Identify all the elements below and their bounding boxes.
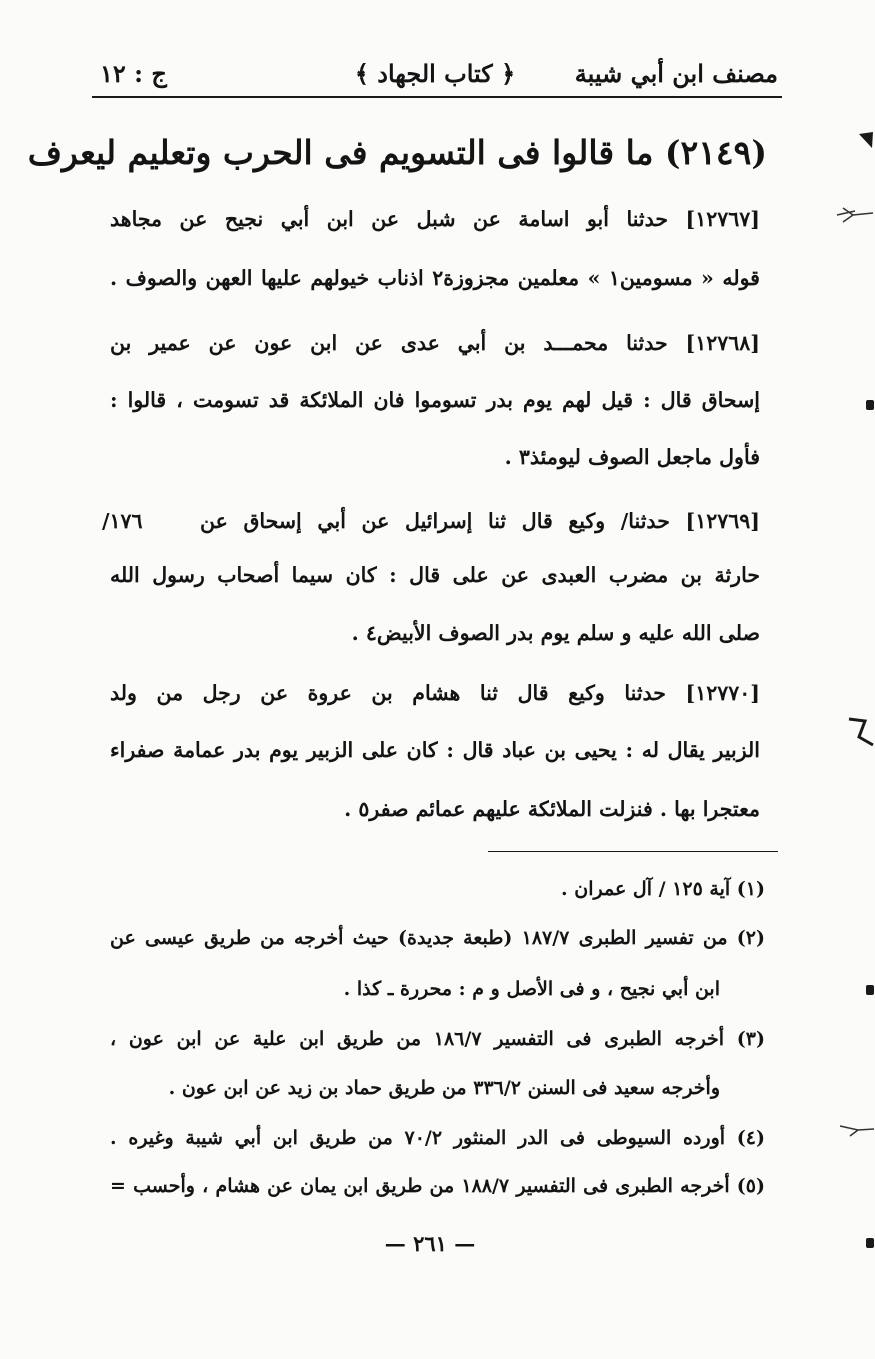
margin-folio-reference: ١٧٦/ bbox=[102, 509, 143, 533]
scan-edge-mark-icon bbox=[855, 128, 875, 168]
hadith-line: قوله « مسومين١ » معلمين مجزوزة٢ اذناب خيولهم عليها العهن والصوف . bbox=[110, 266, 760, 290]
scan-speck-icon bbox=[866, 1238, 874, 1248]
footnote-line: وأخرجه سعيد فى السنن ٣٣٦/٢ من طريق حماد بن زيد عن ابن عون . bbox=[168, 1077, 720, 1099]
hadith-line: معتجرا بها . فنزلت الملائكة عليهم عمائم صفر٥ . bbox=[344, 797, 760, 821]
footnote-line: ابن أبي نجيح ، و فى الأصل و م : محررة ـ كذا . bbox=[343, 978, 720, 1000]
hadith-line: صلى الله عليه و سلم يوم بدر الصوف الأبيض٤ . bbox=[351, 621, 760, 645]
hadith-line: الزبير يقال له : يحيى بن عباد قال : كان على الزبير يوم بدر عمامة صفراء bbox=[110, 738, 760, 762]
hadith-line: [١٢٧٦٩] حدثنا/ وكيع قال ثنا إسرائيل عن أبي إسحاق عن bbox=[200, 509, 760, 533]
hadith-line: فأول ماجعل الصوف ليومئذ٣ . bbox=[504, 445, 760, 469]
footnote-line: (٣) أخرجه الطبرى فى التفسير ١٨٦/٧ من طريق ابن علية عن ابن عون ، bbox=[110, 1028, 765, 1050]
scan-edge-mark-icon bbox=[838, 1120, 875, 1140]
running-head-section: ﴿ كتاب الجهاد ﴾ bbox=[354, 59, 516, 88]
scan-speck-icon bbox=[866, 985, 874, 995]
footnote-rule bbox=[488, 851, 778, 852]
footnote-line: (٤) أورده السيوطى فى الدر المنثور ٧٠/٢ من طريق ابن أبي شيبة وغيره . bbox=[110, 1127, 765, 1149]
hadith-line: [١٢٧٦٨] حدثنا محمـــد بن أبي عدى عن ابن عون عن عمير بن bbox=[110, 331, 760, 355]
footnote-line: (٥) أخرجه الطبرى فى التفسير ١٨٨/٧ من طريق ابن يمان عن هشام ، وأحسب = bbox=[110, 1175, 766, 1197]
hadith-line: [١٢٧٧٠] حدثنا وكيع قال ثنا هشام بن عروة عن رجل من ولد bbox=[110, 681, 760, 705]
scan-edge-mark-icon bbox=[845, 715, 875, 751]
running-head-book-title: مصنف ابن أبي شيبة bbox=[574, 59, 778, 88]
hadith-line: إسحاق قال : قيل لهم يوم بدر تسوموا فان الملائكة قد تسومت ، قالوا : bbox=[110, 388, 760, 412]
header-rule bbox=[92, 96, 782, 98]
scan-edge-mark-icon bbox=[835, 205, 875, 225]
page-number: — ٢٦١ — bbox=[384, 1231, 476, 1256]
hadith-line: حارثة بن مضرب العبدى عن على قال : كان سيما أصحاب رسول الله bbox=[110, 563, 760, 587]
scan-speck-icon bbox=[866, 400, 874, 410]
running-head-volume: ج : ١٢ bbox=[100, 59, 167, 88]
hadith-line: [١٢٧٦٧] حدثنا أبو اسامة عن شبل عن ابن أبي نجيح عن مجاهد bbox=[110, 207, 760, 231]
footnote-line: (٢) من تفسير الطبرى ١٨٧/٧ (طبعة جديدة) حيث أخرجه من طريق عيسى عن bbox=[110, 927, 765, 949]
chapter-heading: (٢١٤٩) ما قالوا فى التسويم فى الحرب وتعليم ليعرف bbox=[27, 133, 767, 172]
footnote-line: (١) آية ١٢٥ / آل عمران . bbox=[561, 878, 765, 900]
